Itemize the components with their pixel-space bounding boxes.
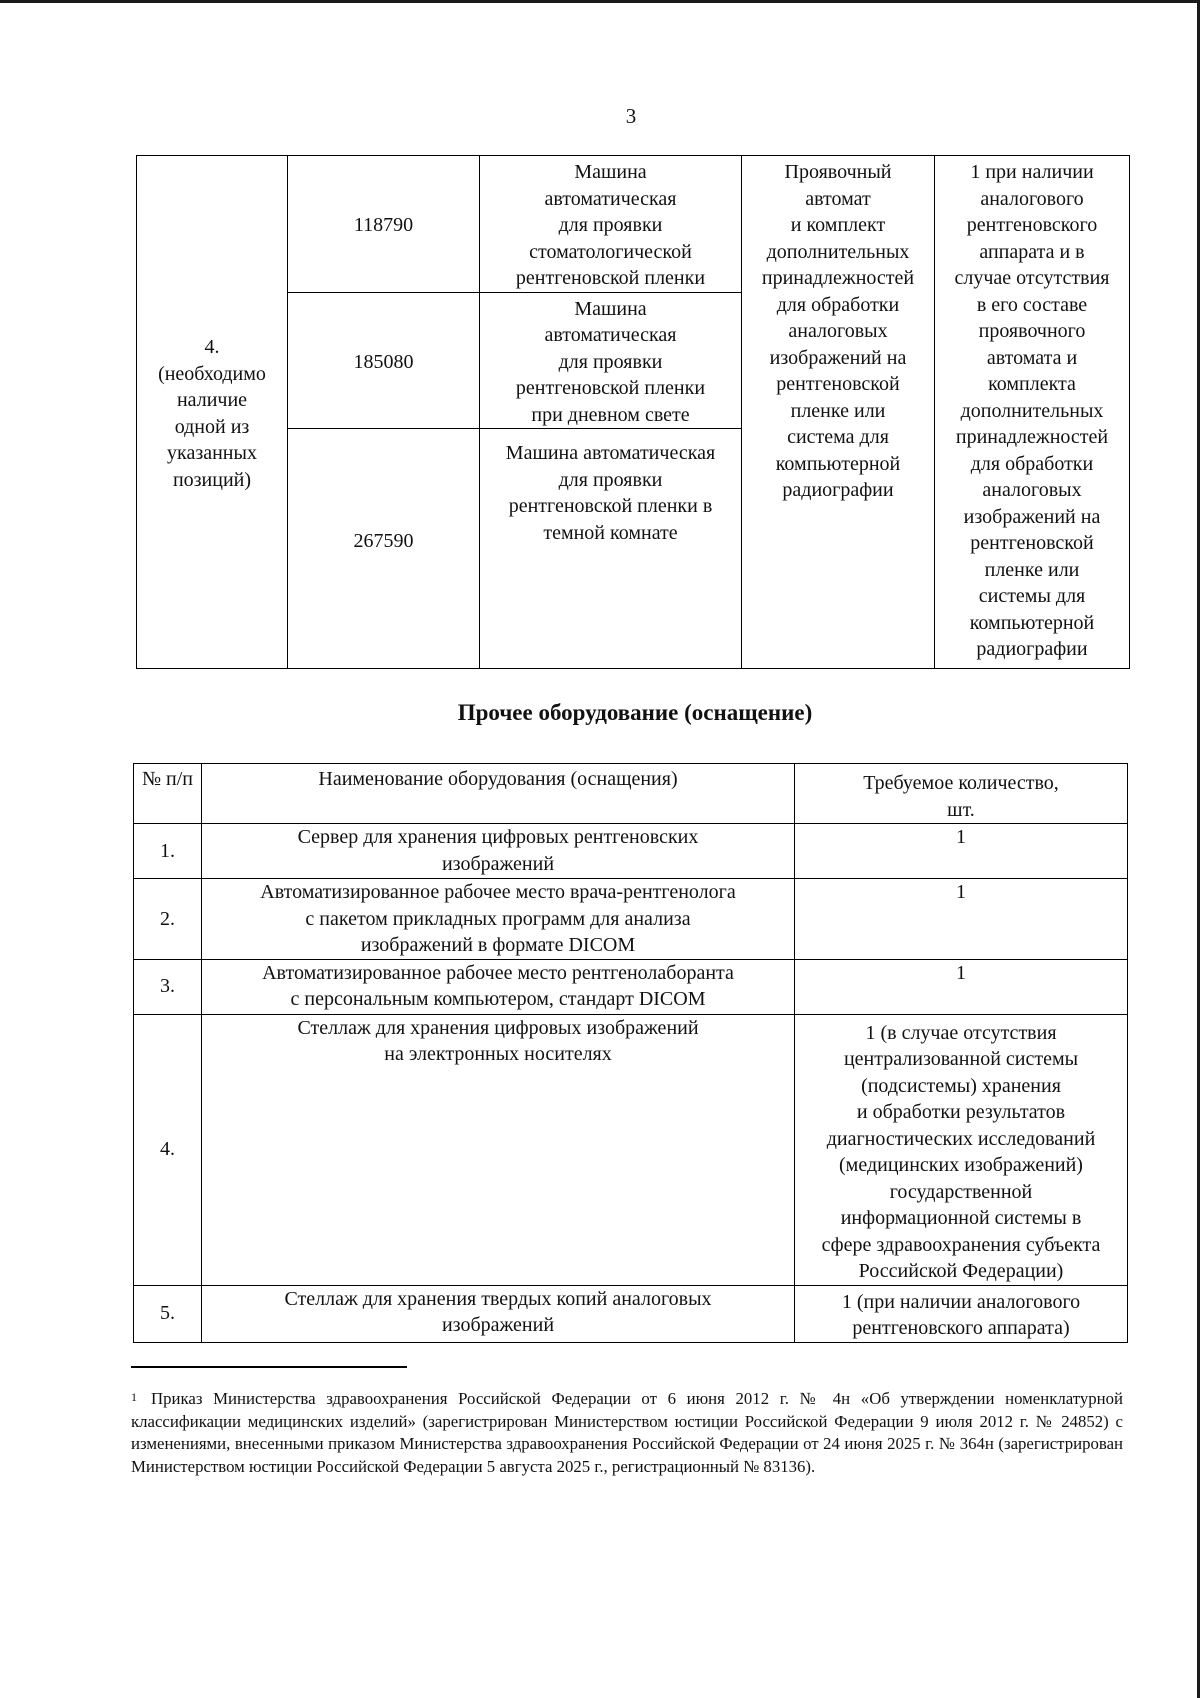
name-cell (480, 429, 742, 669)
group-label: 4. (необходимо наличие одной из указанных позиций) (158, 336, 266, 491)
footnote (131, 1388, 1123, 1478)
row-name: Стеллаж для хранения цифровых изображений на электронных носителях (297, 1016, 699, 1065)
row-num: 5. (134, 1285, 202, 1342)
page-number: 3 (625, 104, 637, 128)
row-qty: 1 (956, 826, 966, 848)
code-cell (288, 292, 480, 429)
row-name: Автоматизированное рабочее место врача-рентгенолога с пакетом прикладных программ для анализа изображений в формате DICOM (260, 881, 736, 956)
row-qty: 1 (956, 881, 966, 903)
header-name: Наименование оборудования (оснащения) (202, 764, 795, 824)
row-num: 1. (134, 824, 202, 879)
name-cell (480, 156, 742, 293)
code-185080: 185080 (353, 350, 414, 373)
device-name: Машина автоматическая для проявки рентгеновской пленки в темной комнате (505, 442, 716, 544)
section-title: Прочее оборудование (оснащение) (457, 700, 813, 725)
table-row (134, 824, 1128, 879)
device-name: Машина автоматическая для проявки рентгеновской пленки при дневном свете (515, 297, 706, 426)
footnote-text: Приказ Министерства здравоохранения Российской Федерации от 6 июня 2012 г. № 4н «Об утверждении номенклатурной классификации медицинских изделий» (зарегистрирован Министерством юстиции Российской Федерации 9 июля 2012 г. № 24852) с изменениями, внесенными приказом Министерства здравоохранения Российской Федерации от 24 июня 2025 г. № 364н (зарегистрирован Министерством юстиции Российской Федерации 5 августа 2025 г., регистрационный № 83136). (131, 1389, 1123, 1476)
table-row (134, 959, 1128, 1014)
row-name: Сервер для хранения цифровых рентгеновских изображений (297, 826, 699, 875)
row-qty-cell (795, 1014, 1128, 1285)
code-cell (288, 429, 480, 669)
header-num: № п/п (134, 764, 202, 824)
scan-top-edge (0, 0, 1200, 3)
row-name-cell (202, 959, 795, 1014)
row-name-cell (202, 824, 795, 879)
row-qty: 1 (при наличии аналогового рентгеновского аппарата) (841, 1290, 1081, 1339)
row-name: Стеллаж для хранения твердых копий аналоговых изображений (284, 1287, 712, 1336)
quantity-cell (935, 156, 1130, 669)
equipment-description: Проявочный автомат и комплект дополнительных принадлежностей для обработки аналоговых изображений на рентгеновской пленке или система для компьютерной радиографии (761, 161, 915, 501)
code-cell (288, 156, 480, 293)
row-name-cell (202, 1014, 795, 1285)
row-qty: 1 (в случае отсутствия централизованной системы (подсистемы) хранения и обработки результатов диагностических исследований (медицинских изображений) государственной информационной системы в сфере здравоохранения субъекта Российской Федерации) (821, 1021, 1101, 1282)
group-label-cell (137, 156, 288, 669)
other-equipment-table (133, 763, 1128, 1343)
table-row (134, 879, 1128, 960)
table-row (134, 1285, 1128, 1342)
table-row (134, 1014, 1128, 1285)
device-name: Машина автоматическая для проявки стоматологической рентгеновской пленки (515, 161, 706, 289)
footnote-marker: 1 (131, 1390, 137, 1404)
row-num: 3. (134, 959, 202, 1014)
table-header-row (134, 764, 1128, 824)
row-name-cell (202, 879, 795, 960)
quantity-description: 1 при наличии аналогового рентгеновского аппарата и в случае отсутствия в его составе проявочного автомата и комплекта дополнительных принадлежностей для обработки аналоговых изображений на рентгеновской пленке или системы для компьютерной радиографии (954, 161, 1110, 660)
code-267590: 267590 (353, 530, 414, 552)
row-name-cell (202, 1285, 795, 1342)
row-num: 4. (134, 1014, 202, 1285)
row-num: 2. (134, 879, 202, 960)
row-name: Автоматизированное рабочее место рентгенолаборанта с персональным компьютером, стандарт DICOM (262, 961, 734, 1010)
header-qty-cell (795, 764, 1128, 824)
row-qty: 1 (956, 961, 966, 984)
name-cell (480, 292, 742, 429)
table-row (137, 156, 1130, 293)
header-qty: Требуемое количество, шт. (863, 772, 1059, 821)
footnote-divider (131, 1366, 407, 1368)
code-118790: 118790 (353, 214, 414, 236)
row-qty-cell (795, 879, 1128, 960)
equipment-table-continued (136, 155, 1130, 669)
equipment-cell (742, 156, 935, 669)
row-qty-cell (795, 824, 1128, 879)
row-qty-cell (795, 1285, 1128, 1342)
row-qty-cell (795, 959, 1128, 1014)
